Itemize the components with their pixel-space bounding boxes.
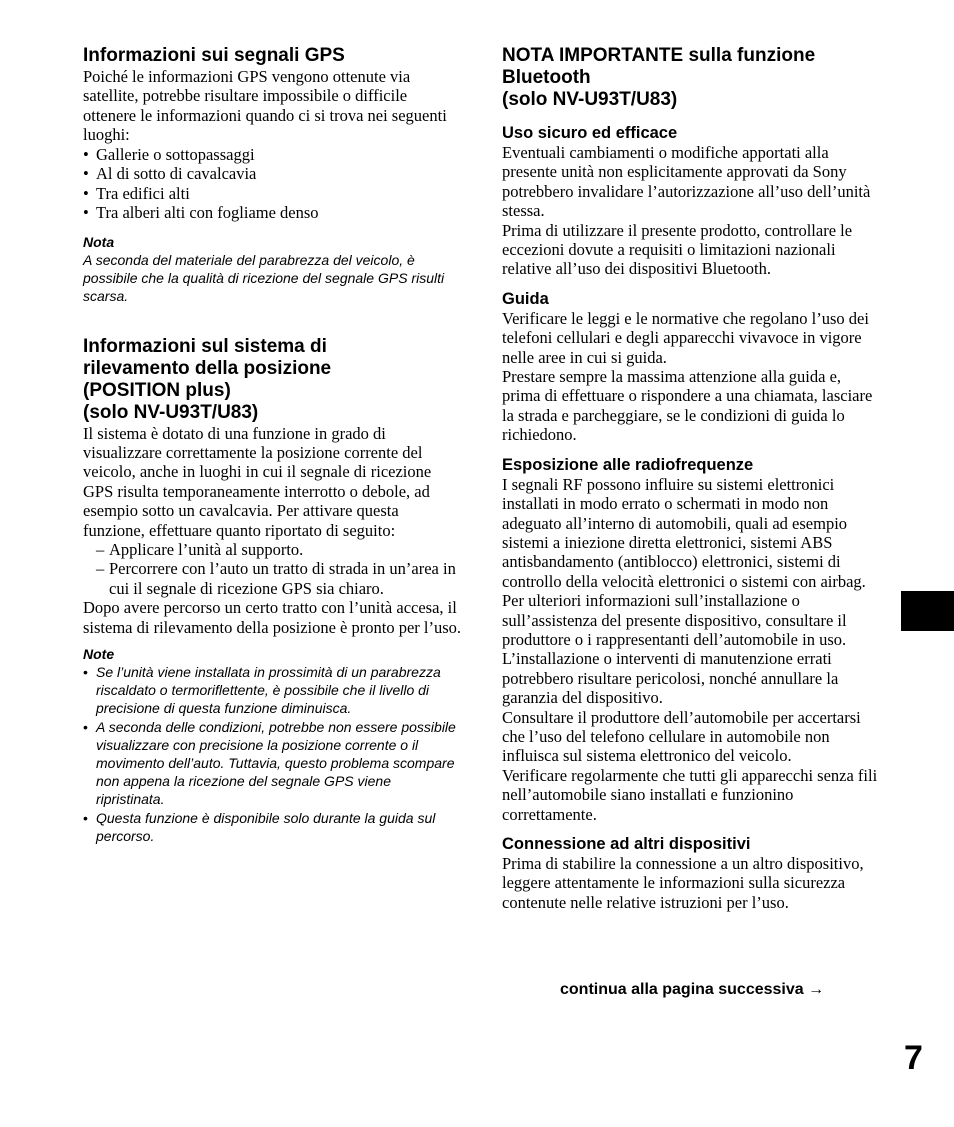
list-item: • Gallerie o sottopassaggi — [83, 145, 463, 165]
list-item: • Se l’unità viene installata in prossimità di un parabrezza riscaldato o termoriflettente, è possibile che il livello di precisione di questa funzione diminuisca. — [83, 663, 463, 718]
gps-heading: Informazioni sui segnali GPS — [83, 45, 345, 66]
list-item: • Tra alberi alti con fogliame denso — [83, 203, 463, 223]
connessione-section — [502, 834, 882, 912]
bluetooth-heading-line: Bluetooth — [502, 67, 591, 88]
position-notes-list — [83, 663, 463, 845]
position-heading-line: rilevamento della posizione — [83, 357, 332, 379]
rf-section — [502, 455, 882, 824]
uso-paragraph: Prima di utilizzare il presente prodotto, controllare le eccezioni dovute a requisiti o limitazioni nazionali relative all’uso dei dispositivi Bluetooth. — [502, 220, 853, 279]
rf-paragraph: I segnali RF possono influire su sistemi elettronici installati in modo errato o schermati in modo non adeguato all’interno di automobili, quali ad esempio sistemi a iniezione diretta elettronici, sistemi ABS antisbandamento (antiblocco) elettronici, sistemi di controllo della velocità elettronici o sistemi con airbag. Per ulteriori informazioni sull’installazione o sull’assistenza del presente dispositivo, consultare il produttore o i rappresentanti dell’automobile in uso. L’installazione o interventi di manutenzione errati potrebbero risultare pericolosi, nonché annullare la garanzia del dispositivo. — [502, 474, 866, 708]
guida-heading: Guida — [502, 289, 549, 308]
list-item: – Applicare l’unità al supporto. — [83, 540, 463, 559]
continue-next-page — [560, 981, 824, 999]
bluetooth-heading-line: NOTA IMPORTANTE sulla funzione — [502, 45, 816, 66]
gps-section — [83, 45, 463, 306]
rf-paragraph: Consultare il produttore dell’automobile per accertarsi che l’uso del telefono cellulare in automobile non influisca sul sistema elettronico del veicolo. — [502, 707, 861, 766]
gps-locations-list — [83, 145, 463, 223]
continue-text: continua alla pagina successiva — [560, 981, 804, 998]
position-heading-line: (solo NV-U93T/U83) — [83, 401, 259, 423]
rf-heading: Esposizione alle radiofrequenze — [502, 455, 754, 474]
page-number: 7 — [904, 1039, 923, 1077]
list-item: • Al di sotto di cavalcavia — [83, 164, 463, 184]
section-tab-marker — [901, 591, 954, 631]
guida-paragraph: Prestare sempre la massima attenzione alla guida e, prima di effettuare o rispondere a una chiamata, lasciare la strada e parcheggiare, se le condizioni di guida lo richiedono. — [502, 367, 873, 445]
position-heading-line: Informazioni sul sistema di — [83, 335, 327, 357]
guida-paragraph: Verificare le leggi e le normative che regolano l’uso dei telefoni cellulari e degli apparecchi vivavoce in vigore nelle aree in cui si guida. — [502, 308, 869, 367]
position-after: Dopo avere percorso un certo tratto con l’unità accesa, il sistema di rilevamento della posizione è pronto per l’uso. — [83, 598, 462, 637]
list-item: • A seconda delle condizioni, potrebbe non essere possibile visualizzare con precisione la posizione corrente o il movimento dell’auto. Tuttavia, questo problema scompare non appena la ricezione del segnale GPS viene ripristinata. — [83, 718, 463, 809]
position-heading — [83, 336, 463, 424]
uso-heading: Uso sicuro ed efficace — [502, 124, 678, 142]
position-section — [83, 336, 463, 846]
gps-note-title: Nota — [83, 233, 115, 250]
right-arrow-icon: → — [808, 981, 825, 998]
rf-paragraph: Verificare regolarmente che tutti gli apparecchi senza fili nell’automobile siano installati e funzionino correttamente. — [502, 765, 878, 824]
right-column — [502, 45, 882, 912]
list-item: • Questa funzione è disponibile solo durante la guida sul percorso. — [83, 809, 463, 845]
guida-section — [502, 289, 882, 445]
uso-paragraph: Eventuali cambiamenti o modifiche apportati alla presente unità non esplicitamente approvati da Sony potrebbero invalidare l’autorizzazione all’uso dell’unità stessa. — [502, 143, 871, 221]
position-steps-list — [83, 540, 463, 598]
position-notes-title: Note — [83, 645, 115, 662]
left-column — [83, 45, 463, 845]
connessione-paragraph: Prima di stabilire la connessione a un altro dispositivo, leggere attentamente le informazioni sulla sicurezza contenute nelle relative istruzioni per l’uso. — [502, 854, 864, 912]
position-heading-line: (POSITION plus) — [83, 379, 231, 401]
bluetooth-heading-line: (solo NV-U93T/U83) — [502, 89, 678, 110]
uso-section — [502, 123, 882, 279]
connessione-heading: Connessione ad altri dispositivi — [502, 835, 751, 853]
bluetooth-heading — [502, 45, 882, 111]
position-body: Il sistema è dotato di una funzione in grado di visualizzare correttamente la posizione corrente del veicolo, anche in luoghi in cui il segnale di ricezione GPS risulta temporaneamente interrotto o debole, ad esempio sotto un cavalcavia. Per attivare questa funzione, effettuare quanto riportato di seguito: — [83, 423, 432, 540]
gps-note-text: A seconda del materiale del parabrezza del veicolo, è possibile che la qualità di ricezione del segnale GPS risulti scarsa. — [83, 251, 445, 305]
list-item: • Tra edifici alti — [83, 184, 463, 204]
list-item: – Percorrere con l’auto un tratto di strada in un’area in cui il segnale di ricezione GPS sia chiaro. — [83, 559, 463, 598]
gps-body: Poiché le informazioni GPS vengono ottenute via satellite, potrebbe risultare impossibile o difficile ottenere le informazioni quando ci si trova nei seguenti luoghi: — [83, 67, 447, 145]
